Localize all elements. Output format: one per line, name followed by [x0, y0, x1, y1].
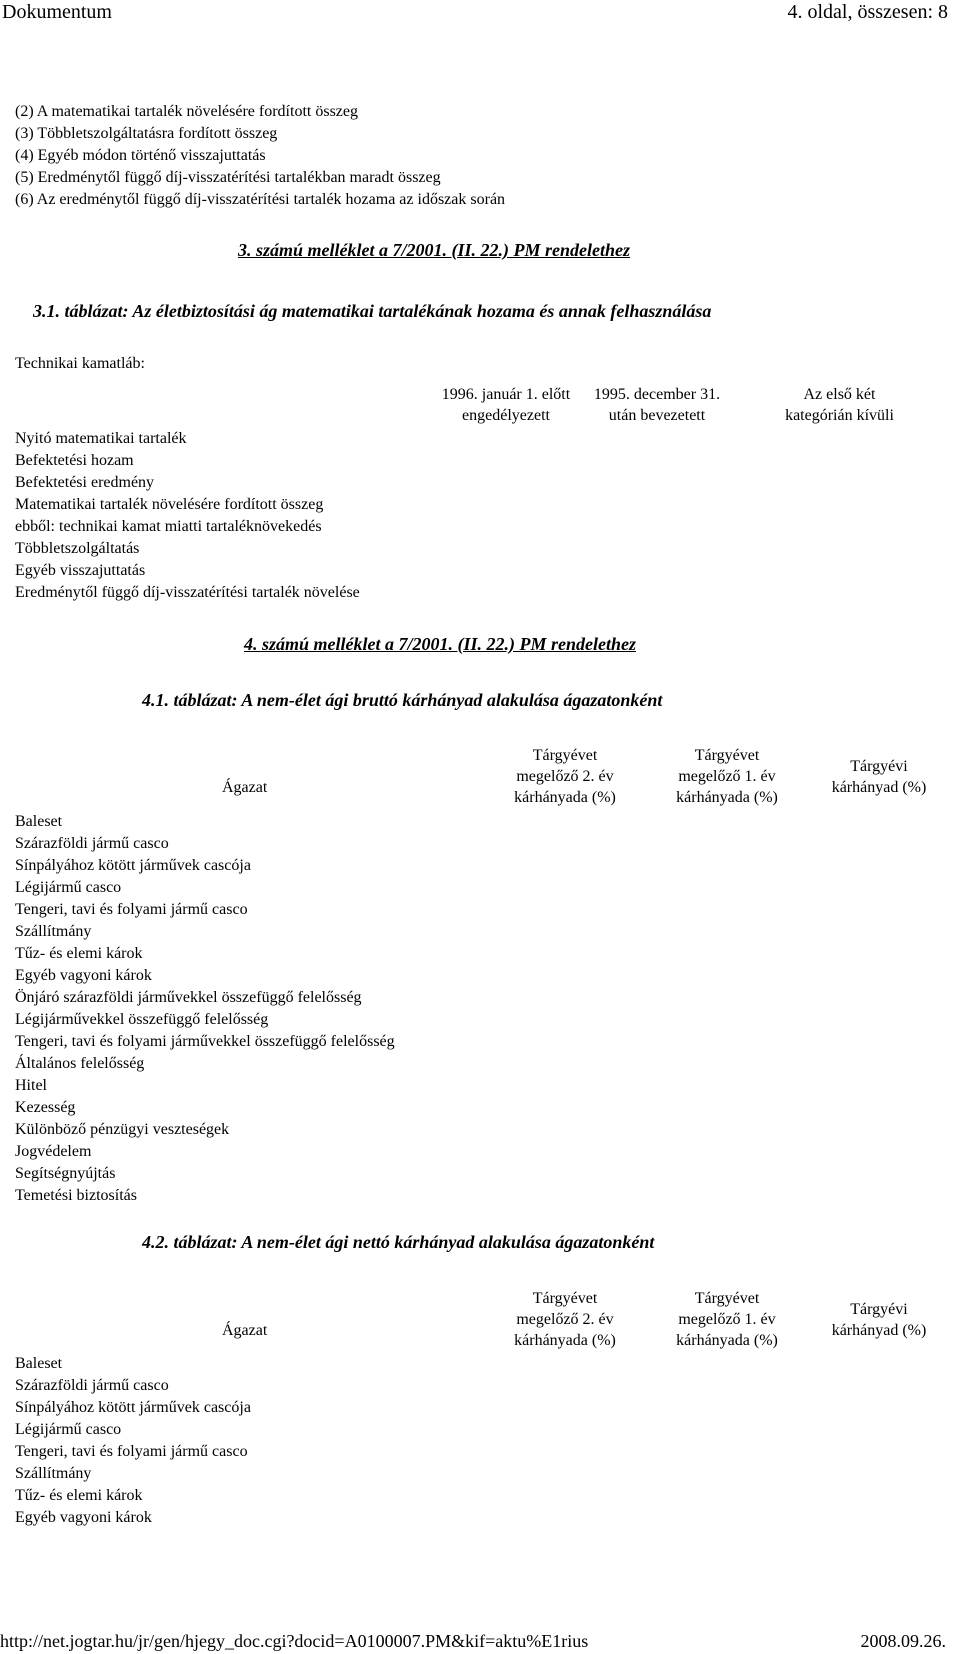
footer-date: 2008.09.26. [860, 1631, 946, 1651]
table-row: Jogvédelem [15, 1143, 92, 1160]
table-4-1-rows [15, 811, 395, 1207]
table-row: Befektetési eredmény [15, 474, 155, 491]
table-4-2-col-header: Tárgyévi kárhányad (%) [831, 1301, 927, 1339]
table-row: Tűz- és elemi károk [15, 1487, 143, 1504]
table-row: Hitel [15, 1077, 47, 1094]
table-4-1-title: 4.1. táblázat: A nem-élet ági bruttó kárhányad alakulása ágazatonként [142, 690, 663, 710]
table-row: Egyéb vagyoni károk [15, 1509, 152, 1526]
note-item: (3) Többletszolgáltatásra fordított összeg [15, 125, 278, 142]
technical-rate-label: Technikai kamatláb: [15, 355, 145, 372]
table-row: Légijármű casco [15, 1421, 122, 1438]
table-4-1-col-header: Tárgyévet megelőző 1. év kárhányada (%) [676, 747, 778, 806]
annex3-rows [15, 428, 360, 604]
annex3-col-header: 1996. január 1. előtt engedélyezett [441, 386, 571, 424]
table-row: Szárazföldi jármű casco [15, 1377, 169, 1394]
table-row: Többletszolgáltatás [15, 540, 140, 557]
table-row: Kezesség [15, 1099, 76, 1116]
annex3-col-header: 1995. december 31. után bevezetett [593, 386, 721, 424]
table-row: Baleset [15, 813, 63, 830]
table-4-1-sector-header: Ágazat [222, 779, 268, 796]
table-row: Tengeri, tavi és folyami jármű casco [15, 901, 248, 918]
annex4-heading: 4. számú melléklet a 7/2001. (II. 22.) PM rendelethez [244, 634, 636, 654]
table-row: Légijárművekkel összefüggő felelősség [15, 1011, 269, 1028]
document-title: Dokumentum [2, 1, 112, 23]
table-4-2-col-header: Tárgyévet megelőző 2. év kárhányada (%) [514, 1290, 616, 1349]
table-row: Önjáró szárazföldi járművekkel összefüggő felelősség [15, 989, 362, 1006]
table-row: Légijármű casco [15, 879, 122, 896]
notes-list [15, 101, 505, 211]
note-item: (6) Az eredménytől függő díj-visszatérítési tartalék hozama az időszak során [15, 191, 506, 208]
table-row: Baleset [15, 1355, 63, 1372]
table-row: Általános felelősség [15, 1055, 145, 1072]
note-item: (5) Eredménytől függő díj-visszatérítési tartalékban maradt összeg [15, 169, 441, 186]
table-4-1-col-header: Tárgyévet megelőző 2. év kárhányada (%) [514, 747, 616, 806]
table-row: Tengeri, tavi és folyami járművekkel összefüggő felelősség [15, 1033, 395, 1050]
table-4-1-col-header: Tárgyévi kárhányad (%) [831, 758, 927, 796]
table-row: Szállítmány [15, 1465, 92, 1482]
table-row: Nyitó matematikai tartalék [15, 430, 187, 447]
table-row: Eredménytől függő díj-visszatérítési tartalék növelése [15, 584, 360, 601]
table-row: Befektetési hozam [15, 452, 134, 469]
annex3-table-title: 3.1. táblázat: Az életbiztosítási ág matematikai tartalékának hozama és annak felhasználása [33, 301, 712, 321]
page-counter: 4. oldal, összesen: 8 [787, 1, 948, 23]
table-row: Egyéb visszajuttatás [15, 562, 146, 579]
table-row: Matematikai tartalék növelésére fordított összeg [15, 496, 324, 513]
table-row: Szállítmány [15, 923, 92, 940]
table-row: Segítségnyújtás [15, 1165, 116, 1182]
table-row: Temetési biztosítás [15, 1187, 137, 1204]
table-row: Tűz- és elemi károk [15, 945, 143, 962]
table-4-2-col-header: Tárgyévet megelőző 1. év kárhányada (%) [676, 1290, 778, 1349]
table-row: Szárazföldi jármű casco [15, 835, 169, 852]
note-item: (4) Egyéb módon történő visszajuttatás [15, 147, 266, 164]
note-item: (2) A matematikai tartalék növelésére fordított összeg [15, 103, 358, 120]
table-row: ebből: technikai kamat miatti tartaléknövekedés [15, 518, 322, 535]
table-row: Tengeri, tavi és folyami jármű casco [15, 1443, 248, 1460]
footer-url: http://net.jogtar.hu/jr/gen/hjegy_doc.cgi?docid=A0100007.PM&kif=aktu%E1rius [0, 1631, 589, 1651]
table-row: Sínpályához kötött járművek cascója [15, 857, 251, 874]
table-row: Különböző pénzügyi veszteségek [15, 1121, 230, 1138]
table-4-2-rows [15, 1353, 251, 1529]
annex3-heading: 3. számú melléklet a 7/2001. (II. 22.) PM rendelethez [238, 240, 630, 260]
table-4-2-title: 4.2. táblázat: A nem-élet ági nettó kárhányad alakulása ágazatonként [142, 1232, 655, 1252]
table-row: Egyéb vagyoni károk [15, 967, 152, 984]
table-4-2-sector-header: Ágazat [222, 1322, 268, 1339]
annex3-col-header: Az első két kategórián kívüli [785, 386, 894, 424]
table-row: Sínpályához kötött járművek cascója [15, 1399, 251, 1416]
